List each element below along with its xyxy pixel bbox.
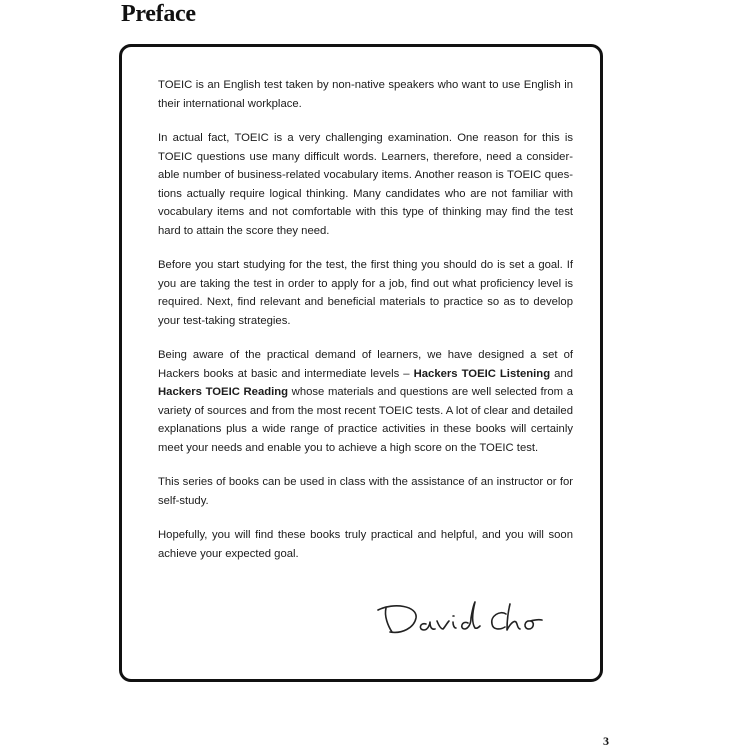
paragraph-usage: This series of books can be used in class with the assistance of an instructor or for self-study. [158, 476, 573, 507]
books-lead-text: Being aware of the practical demand of learners, we have designed a set of Hackers books at basic and intermediate levels – [158, 349, 573, 380]
page-number: 3 [603, 734, 609, 748]
page-title: Preface [121, 1, 196, 27]
books-rest-text: whose materials and questions are well selected from a variety of sources and from the most recent TOEIC tests. A lot of clear and detailed explanations plus a wide range of practice activities in these books will certainly meet your needs and enable you to achieve a high score on the TOEIC test. [158, 386, 573, 454]
paragraph-closing: Hopefully, you will find these books truly practical and helpful, and you will soon achieve your expected goal. [158, 529, 573, 560]
paragraph-intro: TOEIC is an English test taken by non-native speakers who want to use English in their international workplace. [158, 79, 573, 110]
author-signature [374, 598, 554, 642]
books-and-text: and [550, 367, 573, 380]
paragraph-books [158, 346, 573, 457]
book-title-listening: Hackers TOEIC Listening [413, 367, 551, 380]
book-title-reading: Hackers TOEIC Reading [158, 386, 289, 398]
paragraph-goal: Before you start studying for the test, the first thing you should do is set a goal. If you are taking the test in order to apply for a job, find out what proficiency level is required. Next, find relevant and beneficial materials to practice so as to develop your test-taking strategies. [158, 259, 573, 327]
paragraph-challenge: In actual fact, TOEIC is a very challenging examination. One reason for this is TOEIC questions use many difficult words. Learners, therefore, need a consider-able number of business-related vocabulary items. Another reason is TOEIC ques-tions actually require logical thinking. Many candidates who are not familiar with vocabulary items and not comfortable with this type of thinking may find the test hard to attain the score they need. [158, 132, 573, 237]
preface-body [158, 76, 573, 563]
